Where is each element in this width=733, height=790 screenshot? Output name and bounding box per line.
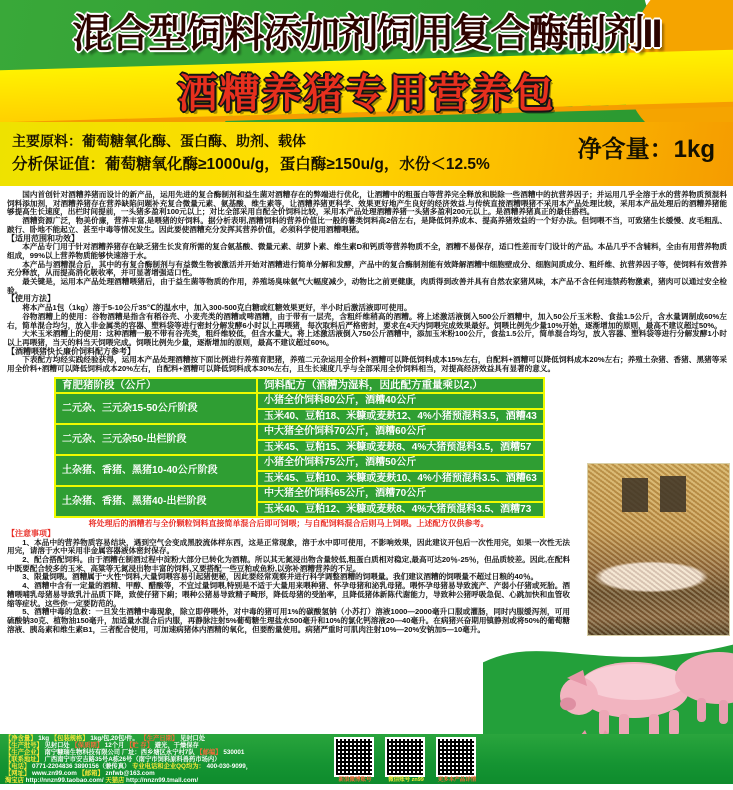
taobao-url: http://nnzn99.taobao.com/ (25, 777, 104, 784)
table-row (55, 393, 544, 409)
formula-cell: 玉米45、豆粕10、米糠或麦麸10、4%小猪预混料3.5、酒糟63 (257, 471, 544, 487)
email-value: znfwb@163.com (105, 770, 155, 777)
table-row (55, 455, 544, 471)
usage-paragraph-2: 谷物酒糟上的使用：谷物酒糟是指含有稻谷壳、小麦壳类的酒糟或啤酒糟，由于带有一层壳，含粗纤维稍高的酒糟。将上述激活液倒入500公斤酒糟中，加入50公斤玉米粉、食盐1.5公斤，含水量调制成60%左右，简单混合均匀，放入非金属类的容器、塑料袋等进行密封分解发酵6小时以上再喂猪，每次取料后严格密封，要求在4天内饲喂完成效果最好。饲喂比例先少量10%开始，逐渐增加的原则，最高不建议超过50%。 (7, 311, 727, 330)
usage-paragraph-1: 将本产品1包（1kg）溶于5-10公斤35℃的温水中，加入300-500克白糖或红糖效果更好，半小时后激活液即可使用。 (22, 303, 412, 313)
batch-value: 见封口处 (44, 742, 70, 749)
net-weight-label: 净含量： (577, 136, 674, 163)
table-header-row (55, 378, 544, 394)
tmall-label: 天猫店 (105, 777, 125, 784)
scope-paragraph-3: 最关键是，运用本产品处理酒糟喂猪后，由于益生菌等物质的作用，养殖场臭味氨气大幅度减少，动物比之前更健康，肉质得到改善并具有自然农家猪风味，本产品不含任何违禁药物激素，猪肉可以通过安全检验。 (7, 277, 727, 295)
formula-cell: 中大猪全价饲料70公斤，酒糟60公斤 (257, 424, 544, 440)
footer-line (5, 770, 335, 777)
background-paragraph: 酒糟资源广泛，物美价廉，营养丰富,是喂猪的好饲料。据分析表明,酒糟饲料的营养价值比一般的薯类饲料高2倍左右，是降低饲养成本、提高养猪效益的一个好办法。但饲喂不当，可致猪生长缓慢、皮毛粗乱、跛行、卧地不能起立、甚至中毒等情况发生。因此要使酒糟充分发挥其营养价值，必须科学使用酒糟喂猪。 (7, 216, 727, 234)
section-notes-heading: 【注意事项】 (7, 528, 55, 538)
net-weight-value: 1kg (38, 735, 50, 742)
website-value: www.zn99.com (31, 770, 77, 777)
shelf-life-value: 12个月 (104, 742, 125, 749)
usage-paragraph-3: 大米玉米酒糟上的使用：这种酒糟一般不带有谷壳类，粗纤维较低，但含水量大。将上述激活液倒入750公斤酒糟中，添加玉米粉100公斤，食盐1.5公斤，简单混合均匀，放入容器、塑料袋等进行分解发酵1小时以上再喂猪，当天的料当天饲喂完成。饲喂比例先少量，逐渐增加的原则，最高不建议超过60%。 (7, 329, 727, 347)
qr-code-wechat (385, 737, 425, 777)
taobao-label: 淘宝店 (5, 777, 24, 784)
qr-caption-3: 更多本产品详情 (437, 777, 477, 783)
stage-cell: 二元杂、三元杂15-50公斤阶段 (55, 393, 257, 424)
address-value: 广西南宁市安吉路35号A栋26号（南宁市饲料原料兽药市场内） (44, 756, 221, 763)
formula-cell: 玉米40、豆粕18、米糠或麦麸12、4%小猪预混料3.5，酒糟43 (257, 409, 544, 425)
production-date-value: 见封口处 (179, 735, 206, 742)
intro-paragraph: 国内首创针对酒糟养猪而设计的新产品，运用先进的复合酶制剂和益生菌对酒糟存在的弊端进行优化，让酒糟中的粗蛋白等营养完全释放和脱除一些酒糟中的抗营养因子；并运用几乎全溶于水的营养物质预混料饲料添加剂，对酒糟养猪存在营养缺陷问题补充复合微量元素、氨基酸、维生素等，让酒糟养猪更科学、效果更好地产生良好的经济效益.与传统直接酒糟喂猪不采用本产品处理比较，采用本产品处理后的酒糟养猪能够提高生长速度，出栏时间提前，一头猪多盈利100元以上；对比全部采用自配全价饲料比较，采用本产品处理酒糟养猪一头猪多盈利200元以上。是酒糟养猪真正的最佳搭档。 (7, 190, 727, 217)
storage-label: 【贮 存】 (126, 742, 153, 749)
formula-cell: 玉米40、豆粕12、米糠或麦麸8、4%大猪预混料3.5、酒糟73 (257, 502, 544, 518)
formula-intro-paragraph: 下表配方均经实践经验获得，运用本产品处理酒糟按下面比例进行养殖育肥猪，养殖二元杂运用全价料+酒糟可以降低饲料成本15%左右，自配料+酒糟可以降低饲料成本20%左右；养殖土杂猪、香猪、黑猪等采用全价料+酒糟可以降低饲料成本20%左右，自配料+酒糟可以降低饲料成本30%左右，且生长速度几乎与全部采用全价饲料相当，对提高经济效益具有显著的意义。 (7, 355, 727, 374)
qr-caption-1: 新浪微博账号 (338, 777, 372, 783)
scope-paragraph-1: 本产品专门用于针对酒糟养猪存在缺乏猪生长发育所需的复合氨基酸、微量元素、胡萝卜素、维生素D和钙质等营养物质不全，酒糟不易保存，适口性差而专门设计的产品。本品几乎不含辅料，全由有用营养物质组成，99%以上营养物质能够快速溶于水。 (7, 242, 727, 260)
pack-spec-label: 【包装规格】 (50, 735, 89, 742)
top-banner (0, 0, 733, 122)
storage-value: 避光、干燥保存 (154, 742, 199, 749)
footer-line (5, 763, 335, 770)
qr-block-1 (334, 737, 376, 783)
phone-label: 【电话】 (5, 763, 31, 770)
stage-cell: 土杂猪、香猪、黑猪40-出栏阶段 (55, 486, 257, 517)
production-date-label: 【生产日期】 (140, 735, 179, 742)
net-weight (578, 129, 715, 164)
note-item: 2、配合搭配饲料。由于酒糟在制酒过程中淀粉大部分已转化为酒精。所以其无氮浸出物含量较低,粗蛋白质相对稳定,最高可达20％-25％，但品质较差。因此,在配料中既要配合较多的玉米、高粱等无氮浸出物丰富的饲料,又要搭配一些豆粕或鱼粉,以弥补酒糟营养的不足。 (7, 555, 570, 573)
footer-line (5, 756, 335, 763)
pigs-feeding-photo (587, 463, 730, 636)
manufacturer-label: 【生产企业】 (5, 749, 43, 756)
qr-code-row (334, 737, 478, 783)
manufacturer-info (5, 735, 335, 784)
section-scope-heading: 【适用范围和功效】 (7, 233, 79, 243)
qr-block-3 (436, 737, 478, 783)
pig-illustration-right (675, 652, 733, 724)
manufacturer-value: 南宁糠瑞生物科技有限公司 厂址：西乡塘区永宁村7队 (44, 749, 195, 756)
postcode-value: 530001 (223, 749, 245, 756)
formula-cell: 中大猪全价饲料65公斤，酒糟70公斤 (257, 486, 544, 502)
qr-caption-2: 微信账号 zn99 (388, 777, 424, 783)
shelf-life-label: 【保质期】 (71, 742, 103, 749)
hotline-label: 专业电话和企业QQ均为： (132, 763, 205, 770)
section-usage-heading: 【使用方法】 (7, 294, 55, 304)
bottom-margin-strip (0, 784, 733, 790)
table-row (55, 424, 544, 440)
qr-block-2 (385, 737, 427, 783)
footer-line (5, 742, 335, 749)
barn-window (660, 476, 686, 512)
phone-value: 0771-2204836 3890156（兼传真） (31, 763, 131, 770)
product-subtitle: 酒糟养猪专用营养包 (177, 72, 556, 116)
barn-window (622, 478, 648, 512)
qr-code-weibo (334, 737, 374, 777)
stage-cell: 土杂猪、香猪、黑猪10-40公斤阶段 (55, 455, 257, 486)
scope-paragraph-2: 本产品与酒糟混合后，其中的有复合酶制剂与有益微生物被激活并开始对酒糟进行简单分解和发酵，产品中的复合酶制剂能有效降解酒糟中细胞壁成分、细胞间质成分、粗纤维、抗营养因子等，使饲料有效营养充分释放，从而提高消化吸收率，并可显著增强适口性。 (7, 259, 727, 278)
table-row (55, 486, 544, 502)
qr-code-product-info (436, 737, 476, 777)
pig-illustration-large (560, 662, 689, 738)
formula-cell: 小猪全价饲料75公斤，酒糟50公斤 (257, 455, 544, 471)
footer-line (5, 749, 335, 756)
net-weight-value: 1kg (673, 136, 715, 163)
guaranteed-analysis: 分析保证值：葡萄糖氧化酶≥1000u/g，蛋白酶≥150u/g，水份＜12.5% (12, 156, 490, 173)
section-formula-heading: 【酒糟喂猪快长廉价饲料配方参考】 (7, 346, 135, 356)
product-title: 混合型饲料添加剂饲用复合酶制剂II (72, 12, 661, 56)
postcode-label: 【邮编】 (196, 749, 222, 756)
note-item: 1、本品中的营养物质容易结块，遇到空气会变成黑胶流体样东西，这是正常现象，溶于水中即可使用，不影响效果，因此建议开包后一次性用完，如果一次性无法用完，请溶于水中采用非金属容器液体密封保存。 (7, 537, 570, 556)
col-header-formula: 饲料配方（酒糟为湿料，因此配方重量乘以2,） (257, 378, 544, 394)
hotline-value: 400-030-9099， (206, 763, 253, 770)
tmall-url: http://nnzn99.tmall.com/ (126, 777, 199, 784)
main-ingredients: 主要原料：葡萄糖氧化酶、蛋白酶、助剂、载体 (12, 133, 306, 149)
col-header-stage: 育肥猪阶段（公斤） (55, 378, 257, 394)
pack-spec-value: 1kg/包,20包/件。 (90, 735, 139, 742)
formula-cell: 小猪全价饲料80公斤，酒糟40公斤 (257, 393, 544, 409)
feed-formula-table (54, 377, 545, 519)
formula-cell: 玉米45、豆粕15、米糠或麦麸8、4%大猪预混料3.5，酒糟57 (257, 440, 544, 456)
net-weight-label: 【净含量】 (5, 735, 37, 742)
mixing-note: 将处理后的酒糟若与全价颗粒饲料直接简单混合后即可饲喂；与自配饲料混合后则马上饲喂。上述配方仅供参考。 (88, 519, 489, 529)
address-label: 【联系地址】 (5, 756, 43, 763)
info-band (0, 122, 733, 186)
note-item: 4、酒糟中含有一定量的酒精、甲醇、醋酸等，不宜过量饲喂,特别是不适于大量用来喂种猪、怀孕母猪和泌乳母猪。喂怀孕母猪易导致流产、产弱小仔猪或死胎。酒糟喂哺乳母猪易导致乳汁品质下降，致使仔猪下痢；喂种公猪易导致精子畸形，降低母猪的受胎率，且降低猪体新陈代谢能力，导致种公猪呼吸急促、心跳加快和血管收缩等症状。这些你一定要防范的。 (7, 581, 570, 608)
footer-line (5, 735, 335, 742)
email-label: 【邮箱】 (78, 770, 104, 777)
footer-line (5, 777, 335, 784)
note-item: 3、限量饲喂。酒糟属于“火性”饲料,大量饲喂容易引起猪便秘，因此要经常观察并进行科学调整酒糟的饲喂量。我们建议酒糟的饲喂量不超过日粮的40％。 (22, 572, 539, 582)
note-item: 5、酒糟中毒的急救：一旦发生酒糟中毒现象，除立即停喂外，对中毒的猪可用1%的碳酸氢钠（小苏打）溶液1000—2000毫升口服或灌肠，同时内服缓泻剂，可用硫酸钠30克、植物油150毫升，加适量水混合后内服，再静脉注射5%葡萄糖生理盐水500毫升和10%的氯化钙溶液20—40毫升。在病猪兴奋期用镇静剂或将50%的葡萄糖溶液、胰岛素和维生素B1，三者配合使用，可加速病猪体内酒精的氧化，但要酌量使用。病猪严重时可肌肉注射10%—20%安钠加5—10毫升。 (7, 607, 570, 634)
footer-band (0, 734, 733, 784)
batch-label: 【生产批号】 (5, 742, 43, 749)
website-label: 【网址】 (5, 770, 31, 777)
stage-cell: 二元杂、三元杂50-出栏阶段 (55, 424, 257, 455)
